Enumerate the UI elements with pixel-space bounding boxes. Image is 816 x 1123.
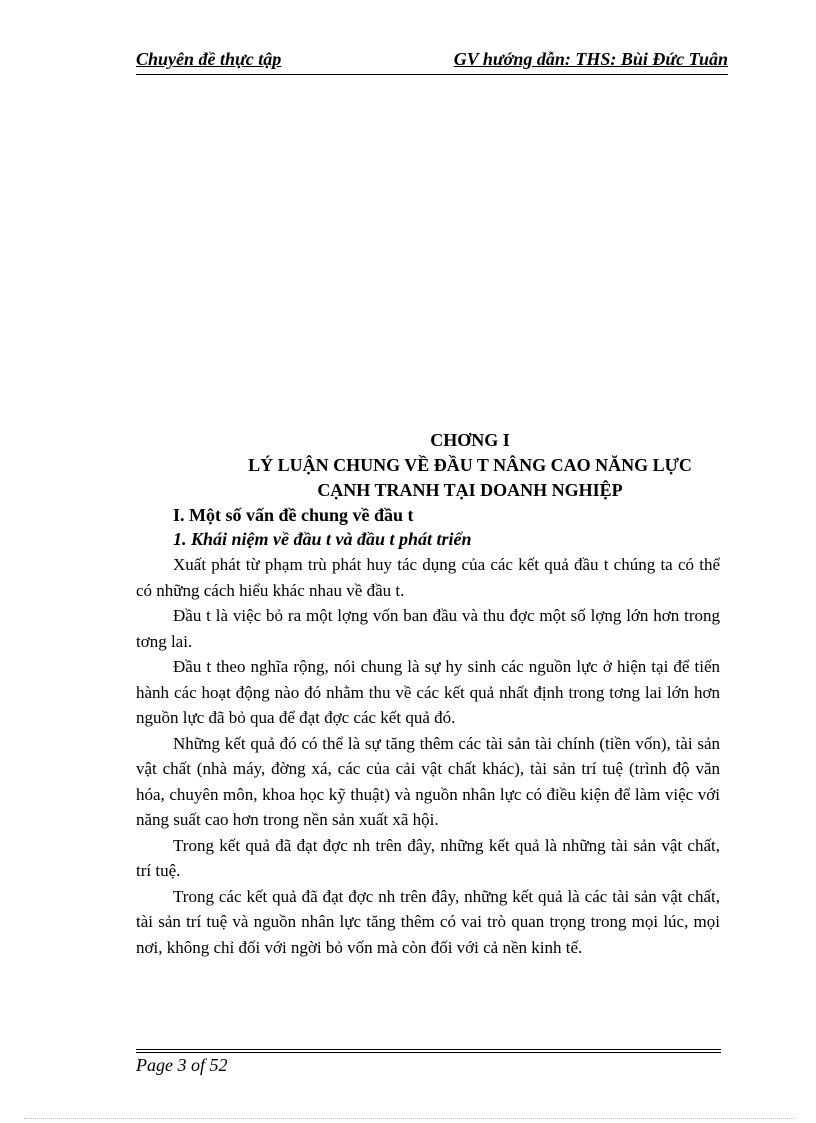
body-text	[136, 552, 720, 960]
section-heading: I. Một số vấn đề chung về đầu t	[173, 505, 414, 525]
paragraph: Đầu t là việc bỏ ra một lợng vốn ban đầu và thu đợc một số lợng lớn hơn trong tơng lai.	[136, 606, 720, 651]
page-boundary	[24, 1118, 794, 1119]
header-rule	[136, 74, 728, 75]
page-header	[136, 49, 728, 73]
chapter-number: CHƠNG I	[430, 430, 510, 450]
paragraph: Những kết quả đó có thể là sự tăng thêm các tài sản tài chính (tiền vốn), tài sản vật chất (nhà máy, đờng xá, các của cải vật chất khác), tài sản trí tuệ (trình độ văn hóa, chuyên môn, khoa học kỹ thuật) và nguồn nhân lực có điều kiện để làm việc với năng suất cao hơn trong nền sản xuất xã hội.	[136, 733, 720, 829]
subsection-heading: 1. Khái niệm về đầu t và đầu t phát triển	[173, 529, 472, 549]
header-document-type: Chuyên đề thực tập	[136, 49, 282, 69]
paragraph: Xuất phát từ phạm trù phát huy tác dụng của các kết quả đầu t chúng ta có thể có những cách hiểu khác nhau về đầu t.	[136, 555, 720, 600]
paragraph: Đầu t theo nghĩa rộng, nói chung là sự hy sinh các nguồn lực ở hiện tại để tiến hành các hoạt động nào đó nhằm thu về các kết quả nhất định trong tơng lai lớn hơn nguồn lực đã bỏ qua để đạt đợc các kết quả đó.	[136, 657, 720, 727]
footer-rule	[136, 1052, 721, 1053]
chapter-title-line1: LÝ LUẬN CHUNG VỀ ĐẦU T NÂNG CAO NĂNG LỰC	[248, 455, 692, 475]
page-number: Page 3 of 52	[136, 1055, 228, 1075]
footer-rule	[136, 1049, 721, 1050]
chapter-title-line2: CẠNH TRANH TẠI DOANH NGHIỆP	[317, 480, 623, 500]
header-advisor: GV hướng dẫn: THS: Bùi Đức Tuân	[453, 49, 728, 69]
paragraph: Trong kết quả đã đạt đợc nh trên đây, những kết quả là những tài sản vật chất, trí tuệ.	[136, 835, 720, 880]
paragraph: Trong các kết quả đã đạt đợc nh trên đây, những kết quả là các tài sản vật chất, tài sản trí tuệ và nguồn nhân lực tăng thêm có vai trò quan trọng trong mọi lúc, mọi nơi, không chỉ đối với ngời bỏ vốn mà còn đối với cả nền kinh tế.	[136, 886, 720, 957]
